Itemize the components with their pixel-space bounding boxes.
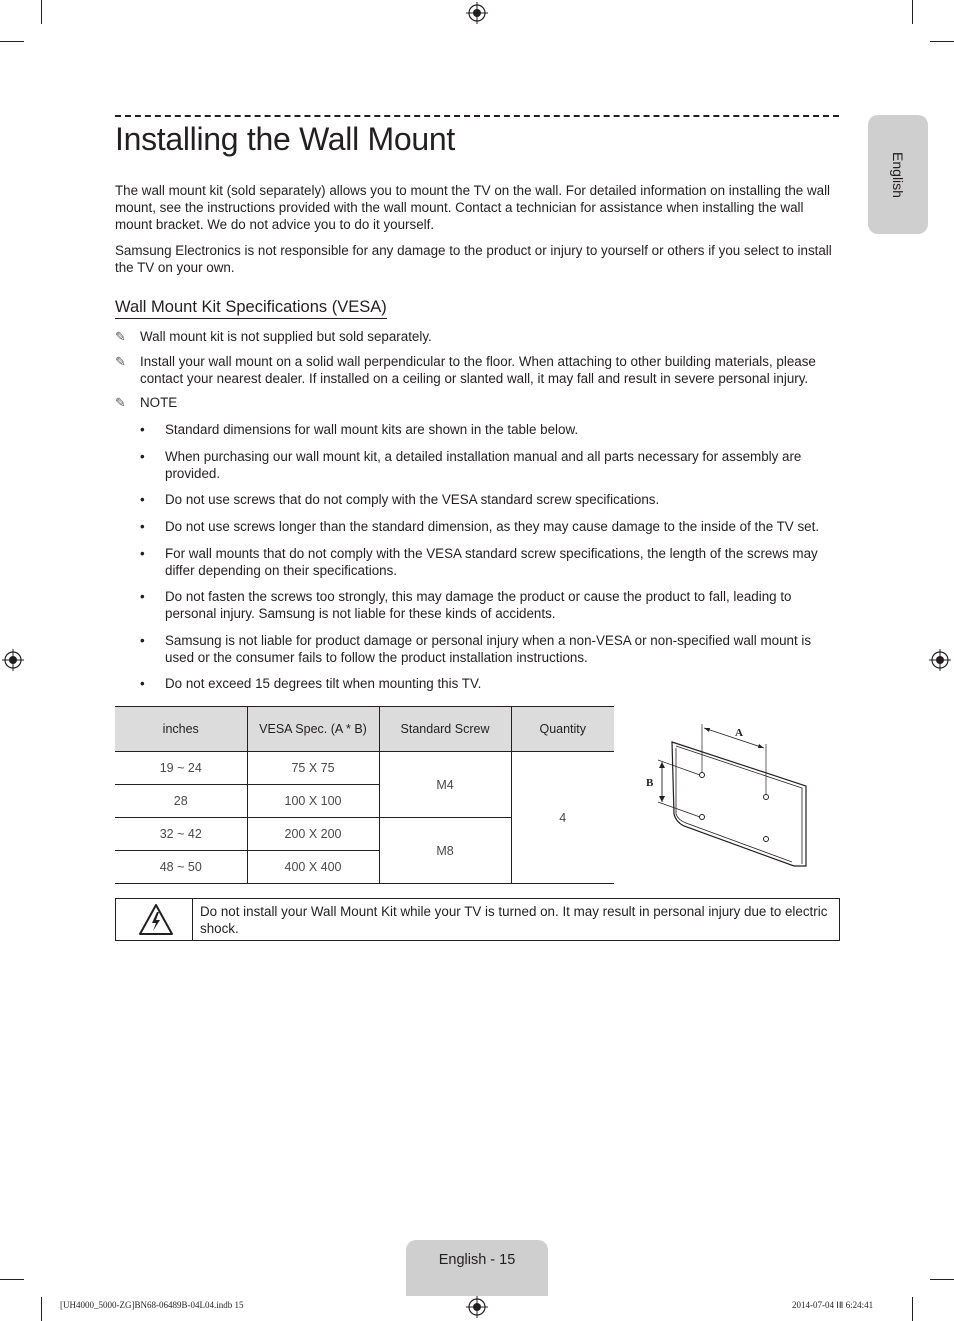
language-tab [868,115,928,234]
warning-box [115,898,840,941]
bullet-dot: • [140,519,145,534]
language-tab-label: English [890,151,906,198]
bullet-item: • Do not exceed 15 degrees tilt when mounting this TV. [140,676,482,691]
vesa-spec-table [115,706,614,884]
bullet-item: • Do not use screws that do not comply with the VESA standard screw specifications. [140,492,660,507]
screw-hole-icon [700,815,705,820]
note-item: ✎ NOTE [115,395,178,410]
page-number-tab [406,1240,548,1296]
tv-back-diagram [640,718,815,873]
page-number-label: English - 15 [438,1252,516,1268]
cell-screw: M8 [379,818,511,884]
registration-mark-bottom-icon [466,1296,488,1318]
bullet-dot: • [140,589,145,604]
section-heading: Wall Mount Kit Specifications (VESA) [115,297,387,319]
bullet-dot: • [140,449,145,464]
registration-mark-top-icon [466,2,488,24]
warning-text: Do not install your Wall Mount Kit while your TV is turned on. It may result in personal injury due to electric shock. [200,904,828,936]
column-header-screw: Standard Screw [379,707,511,752]
electric-shock-warning-icon [138,903,174,936]
screw-hole-icon [764,795,769,800]
pencil-note-icon: ✎ [115,395,126,410]
registration-mark-right-icon [929,649,951,671]
cell-inches: 19 ~ 24 [115,752,247,785]
table-header-row [115,707,614,752]
table-row [115,752,614,785]
cell-vesa: 400 X 400 [247,851,379,884]
intro-paragraph-1: The wall mount kit (sold separately) allows you to mount the TV on the wall. For detailed information on installing the wall mount, see the instructions provided with the wall mount. Contact a technician for assistance when installing the wall mount bracket. We do not advice you to do it yourself. [115,183,831,232]
registration-mark-left-icon [2,649,24,671]
column-header-inches: inches [115,707,247,752]
dimension-label-a: A [735,727,743,739]
footer-print-stamp: 2014-07-04 ⅠⅡ 6:24:41 [792,1300,874,1310]
bullet-dot: • [140,633,145,648]
cell-inches: 28 [115,785,247,818]
page-title: Installing the Wall Mount [115,121,455,157]
bullet-dot: • [140,422,145,437]
bullet-item: • Samsung is not liable for product damage or personal injury when a non-VESA or non-specified wall mount is used or the consumer fails to follow the product installation instructions. [140,633,812,665]
tv-back-outline [672,742,806,866]
bullet-item: • Do not fasten the screws too strongly, this may damage the product or cause the product to fall, leading to personal injury. Samsung is not liable for these kinds of accidents. [140,589,792,621]
dimension-label-b: B [646,777,654,789]
note-item: ✎ Install your wall mount on a solid wall perpendicular to the floor. When attaching to other building materials, please contact your nearest dealer. If installed on a ceiling or slanted wall, it may fall and result in severe personal injury. [115,354,816,386]
title-dashed-rule [115,115,839,117]
cell-vesa: 75 X 75 [247,752,379,785]
cell-inches: 32 ~ 42 [115,818,247,851]
cell-screw: M4 [379,752,511,818]
screw-hole-icon [700,773,705,778]
cell-vesa: 200 X 200 [247,818,379,851]
bullet-dot: • [140,676,145,691]
cell-vesa: 100 X 100 [247,785,379,818]
warning-icon-cell [116,899,193,940]
bullet-item: • Do not use screws longer than the standard dimension, as they may cause damage to the inside of the TV set. [140,519,820,534]
note-item: ✎ Wall mount kit is not supplied but sold separately. [115,329,432,344]
column-header-quantity: Quantity [511,707,614,752]
screw-hole-icon [764,837,769,842]
cell-inches: 48 ~ 50 [115,851,247,884]
cell-quantity: 4 [511,752,614,884]
footer-file-info: [UH4000_5000-ZG]BN68-06489B-04L04.indb 15 [60,1300,244,1310]
pencil-note-icon: ✎ [115,329,126,344]
bullet-item: • When purchasing our wall mount kit, a detailed installation manual and all parts necessary for assembly are provided. [140,449,802,481]
column-header-vesa: VESA Spec. (A * B) [247,707,379,752]
bullet-dot: • [140,546,145,561]
bullet-item: • For wall mounts that do not comply with the VESA standard screw specifications, the length of the screws may differ depending on their specifications. [140,546,818,578]
pencil-note-icon: ✎ [115,354,126,369]
intro-paragraph-2: Samsung Electronics is not responsible for any damage to the product or injury to yourself or others if you select to install the TV on your own. [115,243,832,275]
bullet-dot: • [140,492,145,507]
bullet-item: • Standard dimensions for wall mount kits are shown in the table below. [140,422,579,437]
